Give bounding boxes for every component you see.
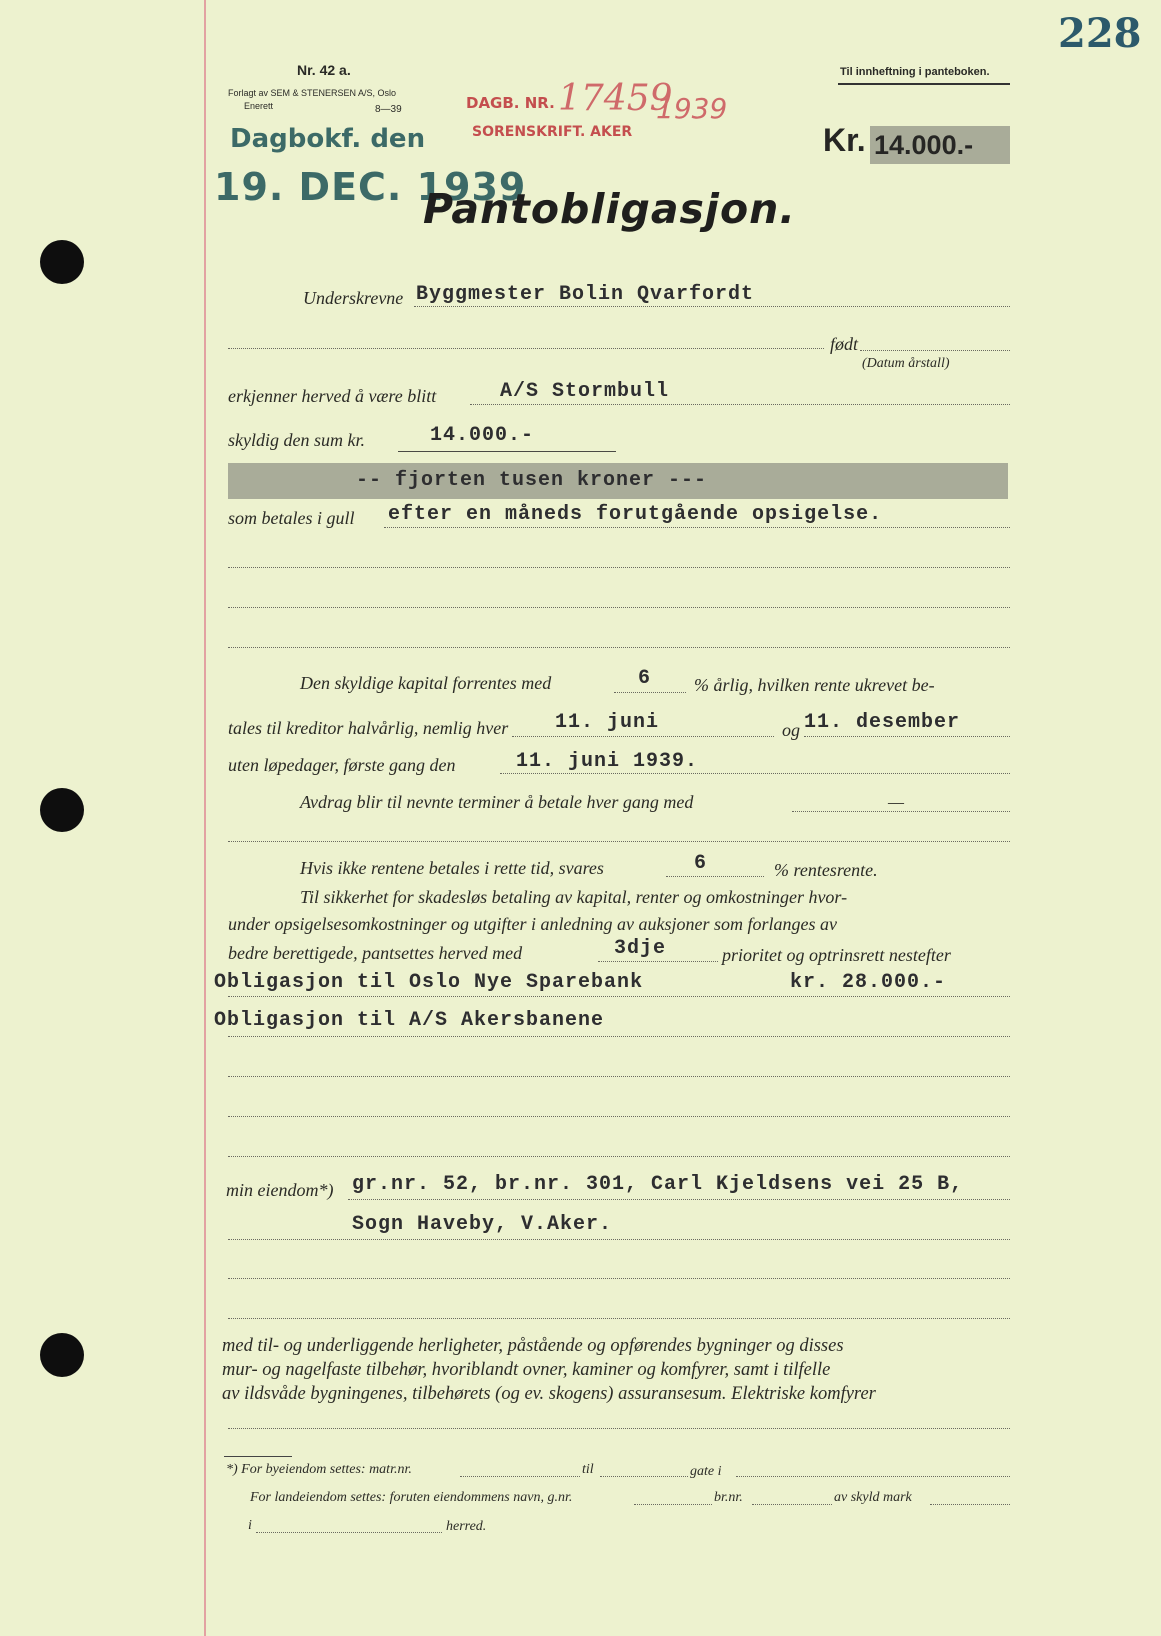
punch-hole-middle: [40, 788, 84, 832]
footnote-line1-c: gate i: [690, 1464, 722, 1479]
footnote-line1-rule-a: [460, 1476, 580, 1477]
blank-line-4: [228, 841, 1010, 842]
blank-line-8: [228, 1278, 1010, 1279]
closing-rule: [228, 1428, 1010, 1429]
paid-value: efter en måneds forutgående opsigelse.: [388, 503, 883, 526]
closing-line-2: mur- og nagelfaste tilbehør, hvoriblandt ovner, kaminer og komfyrer, samt i tilfelle: [222, 1360, 831, 1380]
dagbok-stamp-label: Dagbokf. den: [230, 124, 426, 154]
footnote-line2-rule-a: [634, 1504, 712, 1505]
priority-line: [598, 961, 718, 962]
interest-line1-b: % årlig, hvilken rente ukrevet be-: [694, 675, 935, 695]
closing-line-1: med til- og underliggende herligheter, påstående og opførendes bygninger og disses: [222, 1336, 844, 1356]
undersigned-line: [414, 306, 1010, 307]
footnote-line1-rule-b: [600, 1476, 688, 1477]
amount-words: -- fjorten tusen kroner ---: [356, 469, 708, 492]
blank-line-9: [228, 1318, 1010, 1319]
punch-hole-bottom: [40, 1333, 84, 1377]
property-line-1: gr.nr. 52, br.nr. 301, Carl Kjeldsens vei 25 B,: [352, 1173, 964, 1196]
footnote-line2-a: For landeiendom settes: foruten eiendommens navn, g.nr.: [250, 1490, 573, 1505]
dagbok-stamp-date: 19. DEC. 1939: [214, 165, 527, 209]
creditor-line: [470, 404, 1010, 405]
footnote-line1-a: *) For byeiendom settes: matr.nr.: [226, 1462, 412, 1477]
blank-line-6: [228, 1116, 1010, 1117]
term-1: 11. juni: [555, 711, 660, 734]
footnote-line2-rule-b: [752, 1504, 832, 1505]
form-number: Nr. 42 a.: [297, 62, 351, 78]
property-label: min eiendom*): [226, 1180, 334, 1200]
page-number: 228: [1058, 10, 1142, 57]
footnote-line3-b: herred.: [446, 1519, 487, 1534]
document-title: Pantobligasjon.: [423, 185, 796, 233]
footnote-line1-b: til: [582, 1462, 594, 1477]
interest-line1-a: Den skyldige kapital forrentes med: [300, 673, 552, 693]
term-2-line: [804, 736, 1010, 737]
footnote-line1-rule-c: [736, 1476, 1010, 1477]
born-label: født: [830, 334, 859, 354]
late-rate-line: [666, 876, 764, 877]
footnote-line2-b: br.nr.: [714, 1490, 743, 1505]
birth-line-left: [228, 348, 824, 349]
security-line-3b: prioritet og optrinsrett nestefter: [722, 945, 951, 965]
amount-box-value: 14.000.-: [874, 130, 974, 160]
footnote-line3-rule: [256, 1532, 442, 1533]
first-date: 11. juni 1939.: [516, 750, 699, 773]
term-1-line: [512, 736, 774, 737]
footnote-line2-rule-c: [930, 1504, 1010, 1505]
interest-line2-og: og: [782, 720, 800, 740]
footnote-line2-c: av skyld mark: [834, 1490, 912, 1505]
priority-value: 3dje: [614, 937, 667, 960]
security-line-1: Til sikkerhet for skadesløs betaling av kapital, renter og omkostninger hvor-: [300, 887, 848, 907]
interest-rate-line: [614, 692, 686, 693]
blank-line-2: [228, 607, 1010, 608]
dagb-nr-label: DAGB. NR.: [466, 94, 555, 112]
owe-value: 14.000.-: [430, 424, 535, 447]
prior-encumbrance-1: Obligasjon til Oslo Nye Sparebank: [214, 971, 644, 994]
blank-line-1: [228, 567, 1010, 568]
late-interest-a: Hvis ikke rentene betales i rette tid, svares: [300, 858, 604, 878]
amount-prefix: Kr.: [823, 122, 866, 158]
dagb-nr-year: 1939: [656, 92, 728, 125]
late-interest-b: % rentesrente.: [774, 860, 878, 880]
margin-line: [204, 0, 206, 1636]
creditor-value: A/S Stormbull: [500, 380, 670, 403]
born-hint: (Datum årstall): [862, 356, 950, 371]
blank-line-7: [228, 1156, 1010, 1157]
acknowledge-label: erkjenner herved å være blitt: [228, 386, 437, 406]
publisher-date: 8—39: [375, 104, 402, 115]
owe-label: skyldig den sum kr.: [228, 430, 365, 450]
sorenskriver-stamp: SORENSKRIFT. AKER: [472, 124, 633, 140]
property-rule-2: [228, 1239, 1010, 1240]
binding-note-underline: [838, 83, 1010, 85]
blank-line-5: [228, 1076, 1010, 1077]
footnote-line3-a: i: [248, 1518, 252, 1533]
late-rate: 6: [694, 852, 708, 875]
publisher-line-2: Enerett: [244, 101, 274, 111]
owe-line: [398, 451, 616, 452]
property-rule-1: [348, 1199, 1010, 1200]
undersigned-value: Byggmester Bolin Qvarfordt: [416, 283, 755, 306]
birth-line-right: [860, 350, 1010, 351]
installment-value: —: [888, 792, 905, 812]
security-line-3a: bedre berettigede, pantsettes herved med: [228, 943, 523, 963]
prior-line-1: [228, 996, 1010, 997]
property-line-2: Sogn Haveby, V.Aker.: [352, 1213, 613, 1236]
security-line-2: under opsigelsesomkostninger og utgifter i anledning av auksjoner som forlanges av: [228, 914, 837, 934]
punch-hole-top: [40, 240, 84, 284]
term-2: 11. desember: [804, 711, 961, 734]
prior-encumbrance-1-amount: kr. 28.000.-: [790, 971, 947, 994]
binding-note: Til innheftning i panteboken.: [840, 66, 990, 78]
interest-line3-a: uten løpedager, første gang den: [228, 755, 456, 775]
blank-line-3: [228, 647, 1010, 648]
dagb-nr-handwritten: 17459: [558, 78, 673, 119]
publisher-line-1: Forlagt av SEM & STENERSEN A/S, Oslo: [228, 88, 397, 98]
prior-line-2: [228, 1036, 1010, 1037]
undersigned-label: Underskrevne: [303, 288, 404, 308]
paid-line: [384, 527, 1010, 528]
closing-line-3: av ildsvåde bygningenes, tilbehørets (og ev. skogens) assuransesum. Elektriske komfyrer: [222, 1384, 876, 1404]
first-date-line: [500, 773, 1010, 774]
footnote-separator: [224, 1456, 292, 1457]
prior-encumbrance-2: Obligasjon til A/S Akersbanene: [214, 1009, 605, 1032]
interest-rate: 6: [638, 667, 652, 690]
paid-label: som betales i gull: [228, 508, 355, 528]
interest-line2-a: tales til kreditor halvårlig, nemlig hver: [228, 718, 509, 738]
installment-label: Avdrag blir til nevnte terminer å betale hver gang med: [300, 792, 694, 812]
